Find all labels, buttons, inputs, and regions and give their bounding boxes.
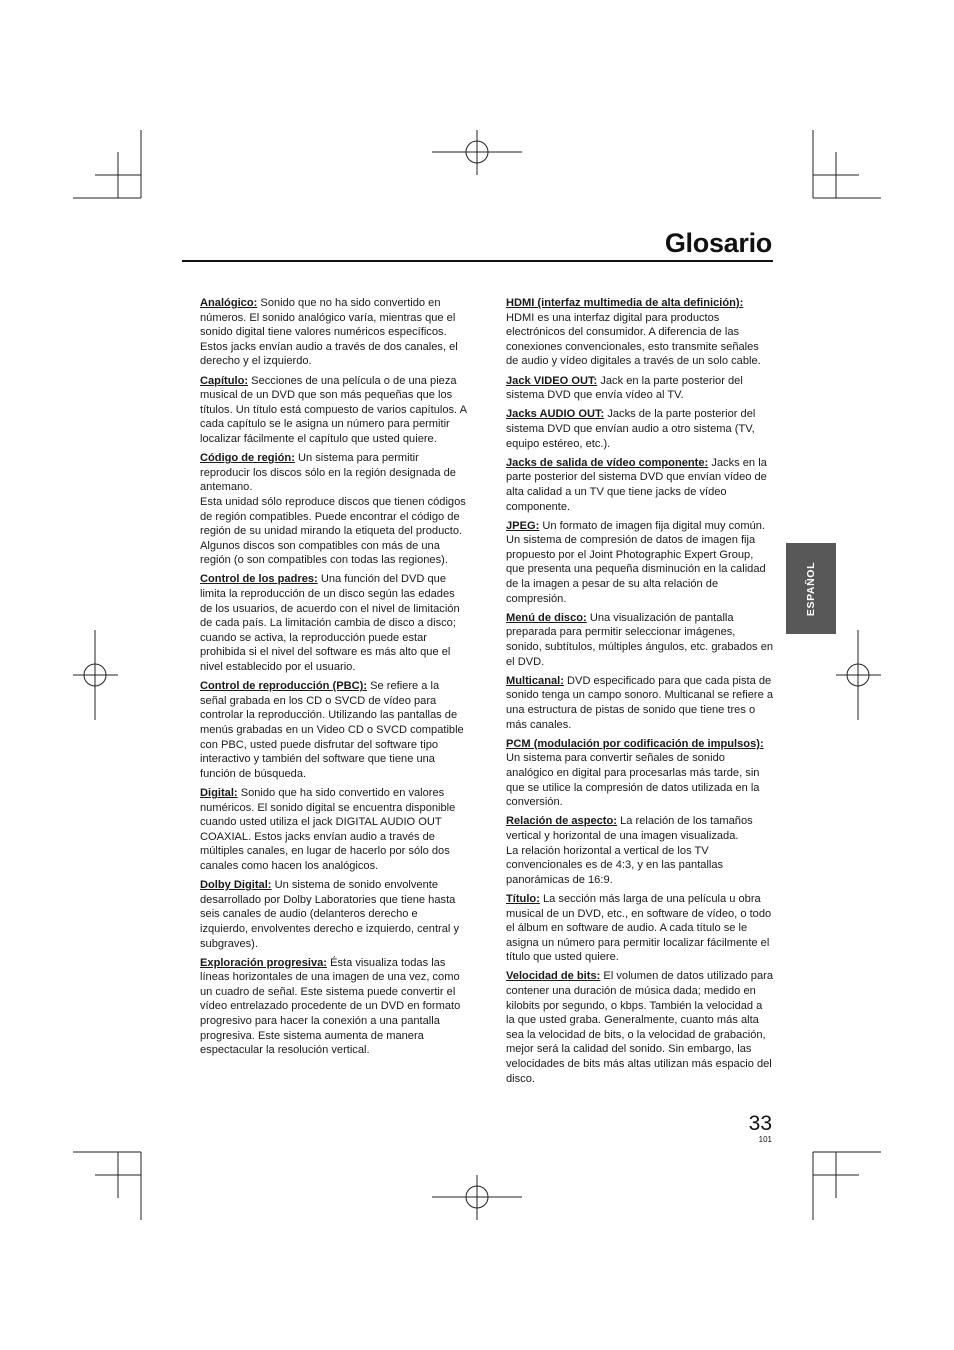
glossary-entry: [200, 878, 468, 951]
entry-paragraph: [200, 572, 468, 674]
glossary-definition: La sección más larga de una película u obra musical de un DVD, etc., en software de vídeo, o todo el álbum en software de audio. A cada título se le asigna un número para permitir localizar fácilmente el título que usted quiere.: [506, 892, 772, 964]
glossary-entry: [200, 451, 468, 568]
glossary-term: JPEG:: [506, 519, 540, 532]
glossary-definition: Ésta visualiza todas las líneas horizontales de una imagen de una vez, como un cuadro de señal. Este sistema puede convertir el vídeo entrelazado procedente de un DVD en formato progresivo para hacer la conexión a una pantalla progresiva. Este sistema aumenta de manera espectacular la resolución vertical.: [200, 956, 461, 1057]
glossary-entry: [506, 519, 774, 607]
glossary-term: Control de los padres:: [200, 573, 318, 586]
glossary-entry: [506, 892, 774, 965]
glossary-entry: [200, 956, 468, 1058]
glossary-definition: Un sistema de sonido envolvente desarrollado por Dolby Laboratories que tiene hasta seis canales de audio (delanteros derecho e izquierdo, envolventes derecho e izquierdo, central y subgraves).: [200, 879, 460, 950]
glossary-definition: Un formato de imagen fija digital muy común. Un sistema de compresión de datos de imagen fija propuesto por el Joint Photographic Expert Group, que presenta una pequeña disminución en la calidad de la imagen a pesar de su alta relación de compresión.: [506, 519, 766, 605]
entry-paragraph: [506, 737, 774, 810]
page-sub-number: 101: [758, 1135, 772, 1144]
glossary-column-left: [200, 296, 468, 1062]
title-divider: [182, 260, 773, 262]
glossary-definition: Se refiere a la señal grabada en los CD o SVCD de vídeo para controlar la reproducción. Utilizando las pantallas de menús grabadas en un Video CD o SVCD compatible con PBC, usted puede disfrutar del software tipo interactivo y también del software que tiene una función de búsqueda.: [200, 680, 464, 780]
glossary-term: Control de reproducción (PBC):: [200, 680, 368, 693]
entry-paragraph: [200, 786, 468, 874]
glossary-definition: El volumen de datos utilizado para contener una duración de música dada; medido en kilobits por segundo, o kbps. También la velocidad a la que usted graba. Generalmente, cuanto más alta sea la velocidad de bits, o la velocidad de grabación, mejor será la calidad del sonido. Sin embargo, las velocidades de bits más altas utilizan más espacio del disco.: [506, 970, 774, 1085]
glossary-entry: [506, 674, 774, 732]
glossary-term: Jacks AUDIO OUT:: [506, 408, 605, 421]
glossary-entry: [506, 737, 774, 810]
glossary-term: Menú de disco:: [506, 611, 587, 624]
glossary-definition: Secciones de una película o de una pieza musical de un DVD que son más pequeñas que los títulos. Un título está compuesto de varios capítulos. A cada capítulo se le asigna un número para permitir localizar fácilmente el capítulo que usted quiere.: [200, 374, 467, 445]
glossary-term: HDMI (interfaz multimedia de alta definición):: [506, 297, 744, 309]
entry-paragraph: [506, 456, 774, 514]
side-tab-label: ESPAÑOL: [805, 561, 817, 616]
glossary-term: Relación de aspecto:: [506, 815, 617, 828]
glossary-definition: Sonido que no ha sido convertido en números. El sonido analógico varía, mientras que el sonido digital tiene valores numéricos específicos. Estos jacks envían audio a través de dos canales, el derecho y el izquierdo.: [200, 297, 458, 368]
entry-paragraph: [200, 451, 468, 495]
glossary-term: Código de región:: [200, 452, 295, 465]
page-number: 33: [748, 1112, 772, 1135]
entry-paragraph: [506, 674, 774, 732]
entry-paragraph: [200, 374, 468, 447]
entry-paragraph: [506, 969, 774, 1086]
entry-paragraph: [506, 892, 774, 965]
glossary-definition: Esta unidad sólo reproduce discos que tienen códigos de región compatibles. Puede encontrar el código de región de su unidad mirando la etiqueta del producto. Algunos discos son compatibles con más de una región (o son compatibles con todas las regiones).: [200, 495, 466, 567]
glossary-term: Digital:: [200, 786, 238, 799]
glossary-entry: [506, 296, 774, 369]
glossary-entry: [200, 572, 468, 674]
entry-paragraph: [200, 878, 468, 951]
glossary-entry: [506, 814, 774, 887]
entry-paragraph: [200, 956, 468, 1058]
glossary-definition: Jacks en la parte posterior del sistema DVD que envían vídeo de alta calidad a un TV que tiene jacks de vídeo componente.: [506, 456, 767, 513]
glossary-definition: Un sistema para convertir señales de sonido analógico en digital para procesarlas más tarde, sin que se utilice la compresión de datos utilizada en la conversión.: [506, 752, 760, 809]
glossary-term: Exploración progresiva:: [200, 956, 327, 969]
glossary-definition: Un sistema para permitir reproducir los discos sólo en la región designada de antemano.: [200, 452, 456, 494]
entry-paragraph: [200, 296, 468, 369]
glossary-definition: Jack en la parte posterior del sistema DVD que envía vídeo al TV.: [506, 374, 743, 402]
glossary-column-right: [506, 296, 774, 1091]
glossary-definition: DVD especificado para que cada pista de sonido tenga un campo sonoro. Multicanal se refiere a una estructura de pistas de sonido que tiene tres o más canales.: [506, 674, 774, 731]
glossary-term: PCM (modulación por codificación de impulsos):: [506, 737, 764, 750]
glossary-term: Capítulo:: [200, 374, 249, 387]
glossary-entry: [506, 456, 774, 514]
glossary-term: Multicanal:: [506, 674, 564, 687]
glossary-term: Analógico:: [200, 297, 258, 309]
glossary-definition: La relación de los tamaños vertical y horizontal de una imagen visualizada.: [506, 815, 753, 842]
glossary-entry: [506, 969, 774, 1086]
entry-paragraph: [506, 407, 774, 451]
glossary-entry: [200, 679, 468, 781]
entry-paragraph: [200, 679, 468, 781]
glossary-definition: Una función del DVD que limita la reproducción de un disco según las edades de los usuarios, de acuerdo con el nivel de limitación de cada país. La limitación cambia de disco a disco; cuando se activa, la reproducción puede estar prohibida si el nivel del software es más alto que el nivel establecido por el usuario.: [200, 573, 460, 674]
entry-paragraph: [506, 611, 774, 669]
glossary-entry: [506, 407, 774, 451]
entry-paragraph: [506, 814, 774, 843]
glossary-definition: HDMI es una interfaz digital para productos electrónicos del consumidor. A diferencia de las conexiones convencionales, esto transmite señales de audio y vídeo digitales a través de un solo cable.: [506, 311, 761, 368]
glossary-term: Jacks de salida de vídeo componente:: [506, 456, 709, 469]
glossary-term: Dolby Digital:: [200, 879, 272, 892]
glossary-definition: Jacks de la parte posterior del sistema DVD que envían audio a otro sistema (TV, equipo estéreo, etc.).: [506, 408, 756, 450]
language-side-tab: [786, 543, 836, 634]
page-title: Glosario: [664, 228, 772, 258]
glossary-entry: [200, 374, 468, 447]
entry-paragraph: [200, 495, 468, 568]
glossary-definition: Una visualización de pantalla preparada para permitir seleccionar imágenes, sonido, subtítulos, múltiples ángulos, etc. grabados en el DVD.: [506, 611, 774, 668]
glossary-term: Título:: [506, 892, 540, 905]
entry-paragraph: [506, 519, 774, 607]
glossary-definition: Sonido que ha sido convertido en valores numéricos. El sonido digital se encuentra disponible cuando usted utiliza el jack DIGITAL AUDIO OUT COAXIAL. Estos jacks envían audio a través de múltiples canales, en lugar de hacerlo por sólo dos canales como hacen los analógicos.: [200, 786, 456, 872]
entry-paragraph: [506, 374, 774, 403]
glossary-definition: La relación horizontal a vertical de los TV convencionales es de 4:3, y en las pantallas panorámicas de 16:9.: [506, 844, 724, 886]
glossary-entry: [200, 296, 468, 369]
glossary-entry: [506, 374, 774, 403]
glossary-term: Velocidad de bits:: [506, 970, 601, 983]
glossary-entry: [200, 786, 468, 874]
glossary-term: Jack VIDEO OUT:: [506, 374, 598, 387]
entry-paragraph: [506, 844, 774, 888]
entry-paragraph: [506, 296, 774, 369]
glossary-entry: [506, 611, 774, 669]
